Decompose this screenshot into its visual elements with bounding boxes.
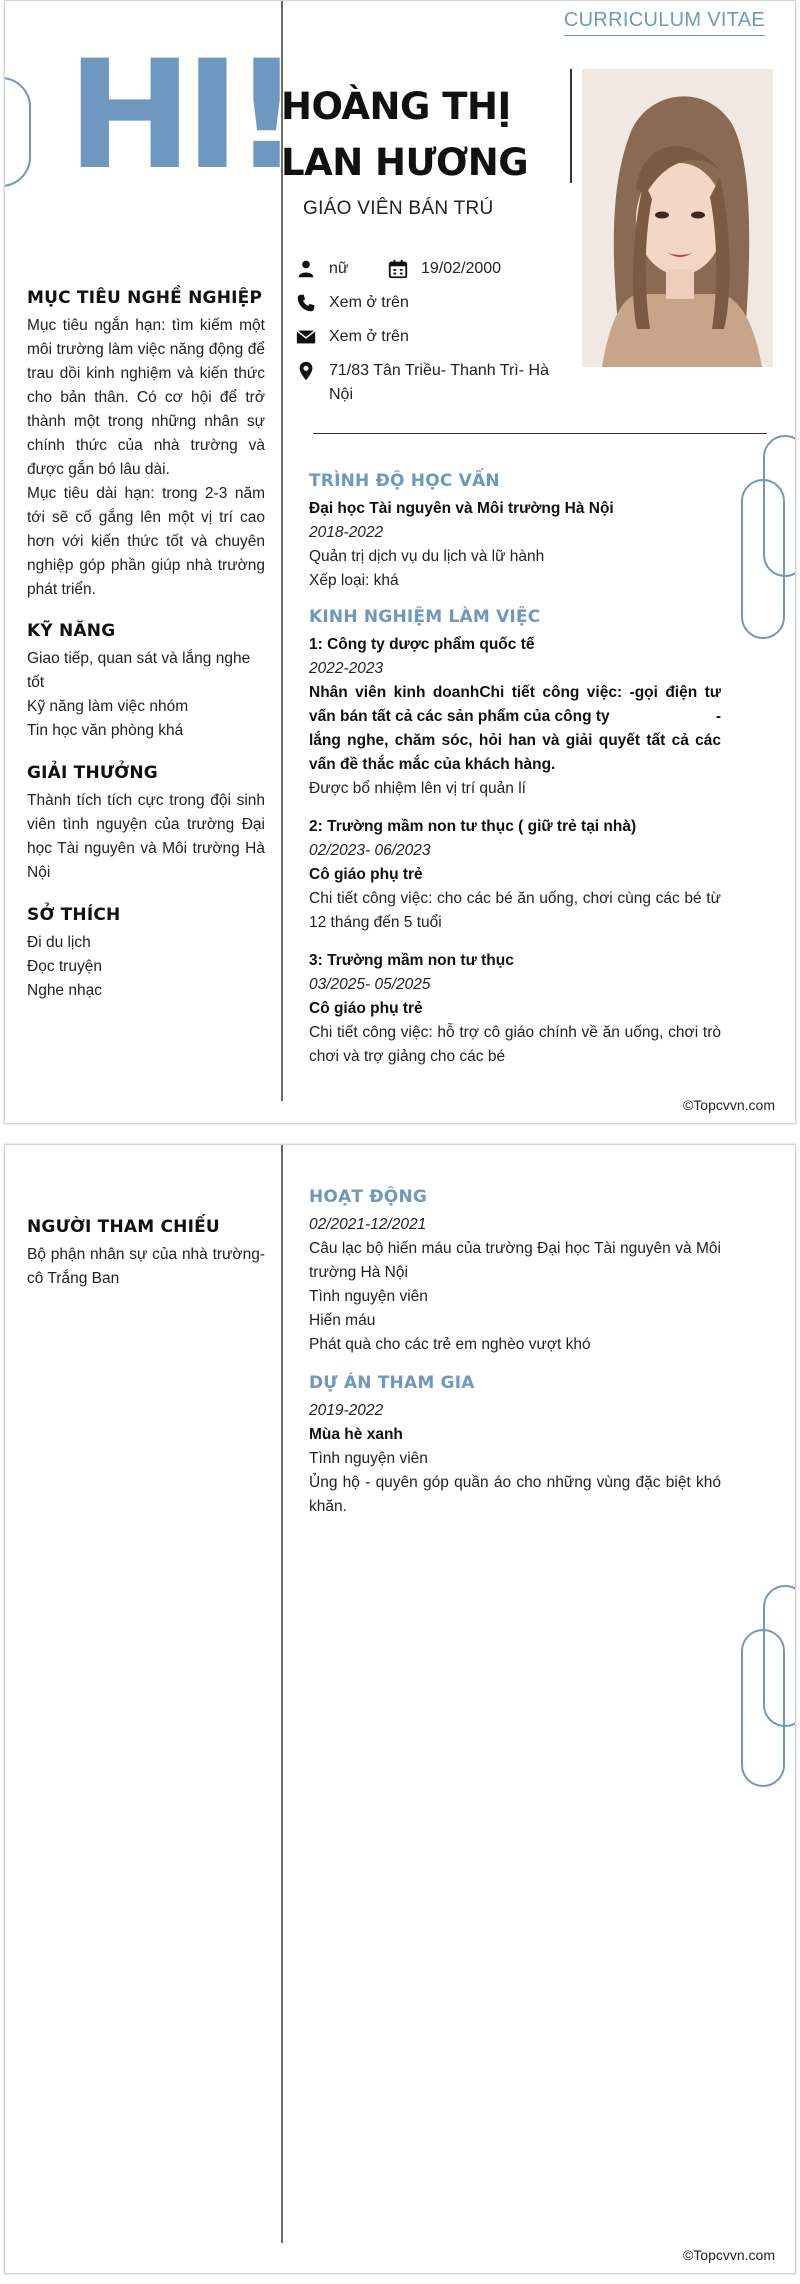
education-grade: Xếp loại: khá	[309, 572, 399, 589]
projects-period: 2019-2022	[309, 1402, 384, 1419]
experience-period: 2022-2023	[309, 660, 384, 677]
career-goal-section	[27, 288, 265, 602]
experience-item	[309, 949, 721, 1069]
decorative-arc	[4, 77, 31, 187]
cv-page-2	[4, 1144, 796, 2274]
contact-phone	[295, 291, 409, 315]
experience-item	[309, 633, 721, 801]
projects-name: Mùa hè xanh	[309, 1426, 403, 1443]
career-goal-short: Mục tiêu ngắn hạn: tìm kiếm một môi trường làm việc năng động để trau dồi kinh nghiệm và kiến thức cho bản thân. Có cơ hội để trở thành một trong những nhân sự chính thức của nhà trường và được gắn bó lâu dài.	[27, 317, 265, 478]
hobby-item: Nghe nhạc	[27, 982, 102, 999]
hobbies-title: SỞ THÍCH	[27, 905, 121, 925]
contact-gender-dob	[295, 257, 501, 281]
awards-section	[27, 763, 265, 885]
footer-brand: ©Topcvvn.com	[682, 2247, 775, 2263]
address-value: 71/83 Tân Triều- Thanh Trì- Hà Nội	[329, 362, 549, 403]
skill-item: Giao tiếp, quan sát và lắng nghe tốt	[27, 650, 251, 691]
envelope-icon	[295, 326, 317, 348]
person-icon	[295, 258, 317, 280]
education-period: 2018-2022	[309, 524, 384, 541]
phone-value: Xem ở trên	[329, 294, 409, 311]
skills-title: KỸ NĂNG	[27, 621, 116, 641]
name-line-2: LAN HƯƠNG	[281, 141, 529, 184]
activity-item: Phát quà cho các trẻ em nghèo vượt khó	[309, 1336, 591, 1353]
name-line-1: HOÀNG THỊ	[281, 85, 511, 128]
decorative-clip	[741, 479, 785, 639]
profile-photo	[582, 69, 773, 367]
education-school: Đại học Tài nguyên và Môi trường Hà Nội	[309, 500, 614, 517]
column-divider	[281, 1145, 283, 2243]
calendar-icon	[387, 258, 409, 280]
hi-heading: HI!	[67, 29, 293, 203]
skills-section	[27, 621, 265, 743]
contact-address	[295, 359, 557, 407]
experience-role-cont: lắng nghe, chăm sóc, hỏi han và giải quyết tất cả các vấn đề thắc mắc của khách hàng.	[309, 732, 721, 773]
experience-role-dash: -	[715, 708, 721, 725]
activities-period: 02/2021-12/2021	[309, 1216, 427, 1233]
experience-role: Cô giáo phụ trẻ	[309, 866, 423, 883]
experience-role	[309, 681, 721, 729]
experience-detail: Chi tiết công việc: cho các bé ăn uống, chơi cùng các bé từ 12 tháng đến 5 tuổi	[309, 890, 721, 931]
experience-detail: Chi tiết công việc: hỗ trợ cô giáo chính về ăn uống, chơi trò chơi và trợ giảng cho các bé	[309, 1024, 721, 1065]
activities-title: HOẠT ĐỘNG	[309, 1187, 428, 1207]
experience-period: 02/2023- 06/2023	[309, 842, 431, 859]
dob-value: 19/02/2000	[421, 260, 502, 277]
phone-icon	[295, 292, 317, 314]
cv-page-1	[4, 0, 796, 1124]
education-major: Quản trị dịch vụ du lịch và lữ hành	[309, 548, 545, 565]
hobby-item: Đi du lịch	[27, 934, 91, 951]
career-goal-long: Mục tiêu dài hạn: trong 2-3 năm tới sẽ cố gắng lên một vị trí cao hơn với kiến thức tốt và chuyên nghiệp góp phần giúp nhà trường phát triển.	[27, 485, 265, 598]
activities-org: Câu lạc bộ hiến máu của trường Đại học Tài nguyên và Môi trường Hà Nội	[309, 1240, 721, 1281]
experience-period: 03/2025- 05/2025	[309, 976, 431, 993]
references-title: NGƯỜI THAM CHIẾU	[27, 1217, 220, 1237]
candidate-name	[281, 79, 528, 191]
experience-company: 3: Trường mầm non tư thục	[309, 952, 514, 969]
experience-company: 1: Công ty dược phẩm quốc tế	[309, 636, 535, 653]
projects-section	[309, 1373, 721, 1519]
gender-value: nữ	[329, 260, 349, 277]
cv-label: CURRICULUM VITAE	[564, 9, 765, 36]
experience-company: 2: Trường mầm non tư thục ( giữ trẻ tại nhà)	[309, 818, 637, 835]
experience-role-text: Nhân viên kinh doanhChi tiết công việc: -gọi điện tư vấn bán tất cả các sản phẩm của công ty	[309, 684, 721, 725]
projects-title: DỰ ÁN THAM GIA	[309, 1373, 475, 1393]
activity-item: Tình nguyện viên	[309, 1288, 428, 1305]
hobbies-section	[27, 905, 265, 1003]
education-title: TRÌNH ĐỘ HỌC VẤN	[309, 471, 500, 491]
skill-item: Kỹ năng làm việc nhóm	[27, 698, 189, 715]
education-section	[309, 471, 721, 593]
references-section	[27, 1217, 265, 1291]
map-pin-icon	[295, 360, 317, 382]
contact-email	[295, 325, 409, 349]
decorative-clip	[741, 1629, 785, 1787]
awards-text: Thành tích tích cực trong đội sinh viên tình nguyện của trường Đại học Tài nguyên và Môi trường Hà Nội	[27, 792, 265, 881]
career-goal-title: MỤC TIÊU NGHỀ NGHIỆP	[27, 288, 263, 308]
experience-title: KINH NGHIỆM LÀM VIỆC	[309, 607, 541, 627]
email-value: Xem ở trên	[329, 328, 409, 345]
footer-brand: ©Topcvvn.com	[682, 1097, 775, 1113]
skill-item: Tin học văn phòng khá	[27, 722, 184, 739]
projects-role: Tình nguyện viên	[309, 1450, 428, 1467]
activities-section	[309, 1187, 721, 1357]
references-text: Bộ phận nhân sự của nhà trường- cô Trắng Ban	[27, 1246, 265, 1287]
awards-title: GIẢI THƯỞNG	[27, 763, 158, 783]
experience-item	[309, 815, 721, 935]
job-title: GIÁO VIÊN BÁN TRÚ	[303, 198, 494, 219]
name-divider	[570, 69, 572, 183]
header-divider	[313, 433, 767, 434]
activity-item: Hiến máu	[309, 1312, 376, 1329]
experience-role: Cô giáo phụ trẻ	[309, 1000, 423, 1017]
projects-detail: Ủng hộ - quyên góp quần áo cho những vùng đặc biệt khó khăn.	[309, 1474, 721, 1515]
experience-note: Được bổ nhiệm lên vị trí quản lí	[309, 780, 526, 797]
experience-section	[309, 607, 721, 1069]
hobby-item: Đọc truyện	[27, 958, 102, 975]
